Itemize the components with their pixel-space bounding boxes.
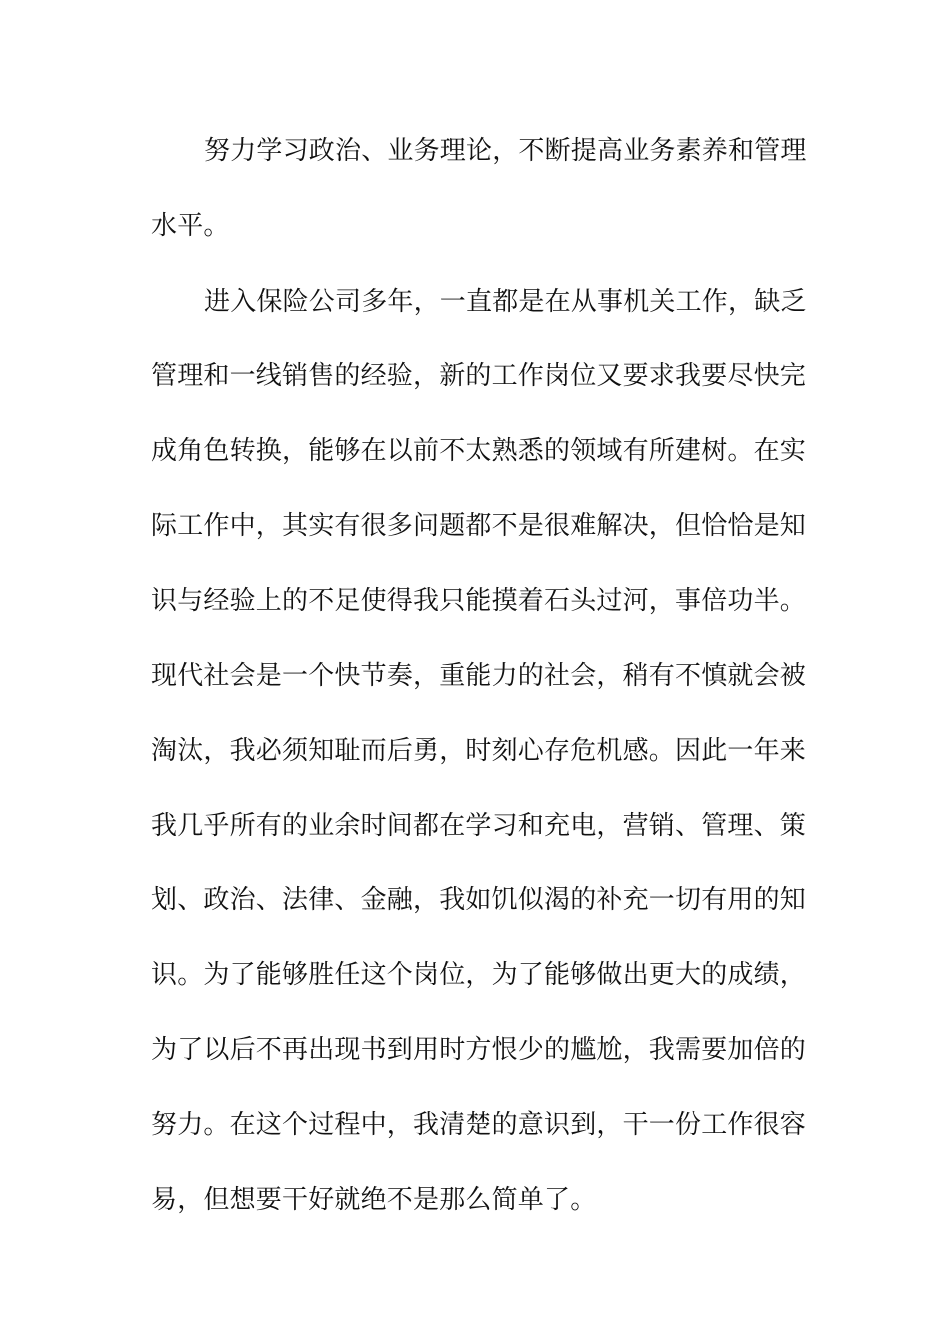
paragraph-1-line-1: 努力学习政治、业务理论，不断提高业务素养和管理	[204, 136, 807, 166]
paragraph-2-line-8: 我几乎所有的业余时间都在学习和充电，营销、管理、策	[151, 811, 807, 841]
paragraph-2-line-5: 识与经验上的不足使得我只能摸着石头过河，事倍功半。	[151, 586, 807, 616]
paragraph-2-line-13: 易，但想要干好就绝不是那么简单了。	[151, 1185, 597, 1215]
paragraph-2-line-1: 进入保险公司多年，一直都是在从事机关工作，缺乏	[204, 287, 807, 317]
paragraph-2-line-2: 管理和一线销售的经验，新的工作岗位又要求我要尽快完	[151, 361, 807, 391]
paragraph-2-line-10: 识。为了能够胜任这个岗位，为了能够做出更大的成绩，	[151, 960, 807, 990]
paragraph-2-line-6: 现代社会是一个快节奏，重能力的社会，稍有不慎就会被	[151, 661, 807, 691]
paragraph-2-line-3: 成角色转换，能够在以前不太熟悉的领域有所建树。在实	[151, 436, 807, 466]
paragraph-2-line-12: 努力。在这个过程中，我清楚的意识到，干一份工作很容	[151, 1110, 807, 1140]
paragraph-2-line-11: 为了以后不再出现书到用时方恨少的尴尬，我需要加倍的	[151, 1035, 807, 1065]
paragraph-1-line-2: 水平。	[151, 211, 230, 241]
paragraph-2-line-7: 淘汰，我必须知耻而后勇，时刻心存危机感。因此一年来	[151, 736, 807, 766]
paragraph-2-line-9: 划、政治、法律、金融，我如饥似渴的补充一切有用的知	[151, 885, 807, 915]
paragraph-2-line-4: 际工作中，其实有很多问题都不是很难解决，但恰恰是知	[151, 511, 807, 541]
